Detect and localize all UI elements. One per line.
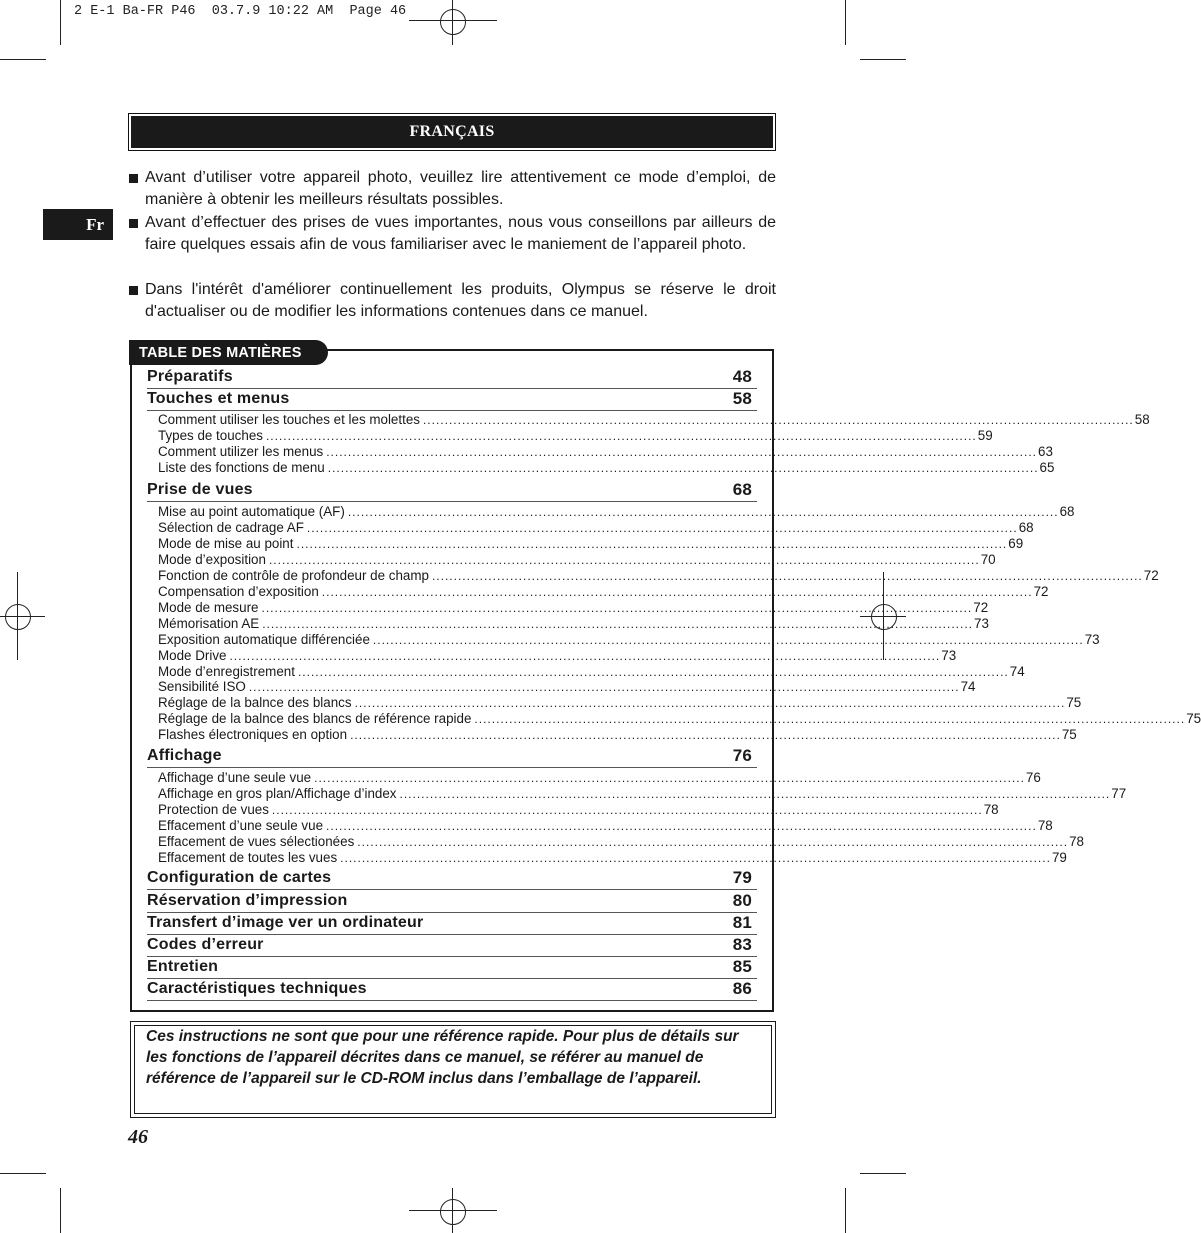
toc-subentry-title: Comment utiliser les touches et les molettes	[158, 412, 420, 427]
toc-section-page: 81	[732, 913, 752, 932]
crop-mark	[845, 1188, 846, 1233]
toc-dot-leader: ....................................................................................................................................................................	[372, 632, 1084, 647]
toc-section-title: Configuration de cartes	[147, 869, 332, 886]
toc-subentry-row	[158, 663, 1025, 680]
language-header-label: FRANÇAIS	[131, 116, 773, 148]
toc-subentry-page: 79	[1051, 849, 1067, 865]
toc-subentry-row	[158, 427, 993, 444]
toc-dot-leader: ....................................................................................................................................................................	[326, 444, 1037, 459]
toc-dot-leader: ....................................................................................................................................................................	[347, 505, 1059, 519]
toc-section-title: Prise de vues	[147, 481, 253, 498]
toc-subentry-title: Mode d’enregistrement	[158, 663, 295, 679]
toc-section-page: 58	[732, 389, 752, 408]
toc-dot-leader: ....................................................................................................................................................................	[340, 850, 1051, 865]
toc-subentry-page: 78	[1037, 817, 1053, 833]
toc-dot-leader: ....................................................................................................................................................................	[326, 818, 1037, 833]
toc-subentry-page: 65	[1039, 459, 1055, 475]
toc-dot-leader: ....................................................................................................................................................................	[357, 834, 1069, 849]
language-header	[128, 113, 776, 151]
toc-subentry-row	[158, 567, 1159, 584]
toc-subentry-page: 68	[1018, 519, 1034, 535]
crop-mark	[845, 0, 846, 45]
toc-section-title: Caractéristiques techniques	[147, 980, 367, 997]
crop-mark	[60, 0, 61, 45]
toc-subentry-page: 74	[1009, 663, 1025, 679]
toc-subentry-row	[158, 770, 1041, 786]
toc-subentry-title: Mémorisation AE	[158, 615, 260, 631]
toc-subentry-title: Flashes électroniques en option	[158, 727, 348, 743]
toc-dot-leader: ....................................................................................................................................................................	[422, 413, 1134, 427]
toc-section-row	[147, 913, 757, 935]
toc-subentry-row	[158, 615, 989, 632]
toc-title: TABLE DES MATIÈRES	[129, 340, 328, 365]
bullet-item	[128, 167, 776, 212]
language-tab: Fr	[43, 209, 113, 240]
toc-subentry-page: 70	[980, 551, 996, 567]
toc-subentry-title: Sensibilité ISO	[158, 679, 246, 695]
toc-section-row	[147, 935, 757, 957]
crop-mark	[60, 1188, 61, 1233]
toc-subentry-page: 73	[974, 615, 989, 631]
toc-section-row	[147, 891, 757, 913]
toc-subentry-page: 78	[983, 801, 999, 817]
toc-subentry-row	[158, 785, 1127, 802]
toc-subentry-page: 72	[973, 599, 989, 615]
toc-dot-leader: ....................................................................................................................................................................	[354, 696, 1066, 711]
toc-section-title: Codes d’erreur	[147, 936, 264, 953]
toc-subentry-title: Réglage de la balnce des blancs	[158, 695, 352, 711]
toc-subentry-row	[158, 599, 989, 616]
toc-subentry-title: Comment utilizer les menus	[158, 443, 324, 459]
toc-dot-leader: ....................................................................................................................................................................	[314, 771, 1025, 785]
toc-subentry-page: 72	[1033, 583, 1049, 599]
toc-subentry-title: Sélection de cadrage AF	[158, 519, 304, 535]
toc-subentry-page: 78	[1069, 833, 1084, 849]
toc-dot-leader: ....................................................................................................................................................................	[261, 600, 973, 615]
bullet-item	[128, 212, 776, 257]
toc-dot-leader: ....................................................................................................................................................................	[327, 460, 1039, 475]
toc-subentry-title: Affichage en gros plan/Affichage d’index	[158, 785, 397, 801]
toc-subentry-title: Compensation d’exposition	[158, 583, 319, 599]
toc-subentry-page: 69	[1008, 535, 1024, 551]
toc-section-row	[147, 957, 757, 979]
toc-section-row	[147, 868, 757, 890]
toc-subentry-row	[158, 817, 1053, 834]
toc-subentry-row	[158, 711, 1201, 727]
toc-subentry-page: 72	[1143, 567, 1159, 583]
toc-subentry-row	[158, 833, 1084, 850]
bullet-text: Dans l'intérêt d'améliorer continuellement les produits, Olympus se réserve le droit d'actualiser ou de modifier les informations contenues dans ce manuel.	[145, 281, 776, 321]
crop-mark	[0, 1173, 46, 1174]
toc-section-row	[147, 746, 757, 768]
toc-dot-leader: ....................................................................................................................................................................	[306, 520, 1018, 535]
crop-mark	[860, 1173, 906, 1174]
bullet-text: Avant d’utiliser votre appareil photo, veuillez lire attentivement ce mode d’emploi, de manière à obtenir les meilleurs résultats possibles.	[145, 169, 776, 209]
toc-subentry-title: Liste des fonctions de menu	[158, 459, 325, 475]
toc-subentry-title: Effacement de vues sélectionées	[158, 833, 355, 849]
toc-dot-leader: ....................................................................................................................................................................	[431, 568, 1143, 583]
toc-subentry-row	[158, 504, 1075, 520]
toc-section-title: Préparatifs	[147, 368, 233, 385]
toc-subentry-title: Effacement d’une seule vue	[158, 817, 324, 833]
toc-subentry-page: 59	[977, 427, 993, 443]
print-slug: 2 E-1 Ba-FR P46 03.7.9 10:22 AM Page 46	[74, 4, 407, 19]
toc-section-page: 83	[732, 935, 752, 954]
toc-subentry-row	[158, 647, 957, 664]
toc-section-row	[147, 389, 757, 411]
toc-subentry-page: 63	[1038, 443, 1053, 459]
toc-section-page: 80	[732, 891, 752, 910]
toc-subentry-page: 58	[1134, 412, 1150, 427]
toc-dot-leader: ....................................................................................................................................................................	[321, 584, 1033, 599]
toc-section-page: 68	[732, 480, 752, 499]
toc-section-page: 76	[732, 746, 752, 765]
toc-subentry-title: Protection de vues	[158, 801, 269, 817]
toc-dot-leader: ....................................................................................................................................................................	[399, 786, 1111, 801]
bullet-square-icon	[129, 219, 138, 228]
toc-section-row	[147, 480, 757, 502]
toc-section-page: 86	[732, 979, 752, 998]
bullet-item	[128, 279, 776, 324]
toc-subentry-row	[158, 459, 1055, 476]
bullet-text: Avant d’effectuer des prises de vues importantes, nous vous conseillons par ailleurs de faire quelques essais afin de vous familiariser avec le maniement de l’appareil photo.	[145, 214, 776, 254]
toc-subentry-title: Réglage de la balnce des blancs de référence rapide	[158, 711, 472, 727]
toc-subentry-title: Mode Drive	[158, 647, 227, 663]
toc-subentry-title: Fonction de contrôle de profondeur de champ	[158, 567, 429, 583]
toc-subentry-title: Types de touches	[158, 427, 263, 443]
toc-subentry-page: 77	[1111, 785, 1127, 801]
toc-subentry-page: 75	[1061, 727, 1077, 743]
toc-section-title: Touches et menus	[147, 390, 290, 407]
toc-dot-leader: ....................................................................................................................................................................	[271, 802, 983, 817]
page-number: 46	[128, 1126, 148, 1148]
toc-subentry-page: 76	[1025, 770, 1041, 785]
note-text: Ces instructions ne sont que pour une référence rapide. Pour plus de détails sur les fonctions de l’appareil décrites dans ce manuel, se référer au manuel de référence de l’appareil sur le CD-ROM inclus dans l’emballage de l’appareil.	[146, 1028, 739, 1087]
toc-subentry-row	[158, 801, 999, 818]
toc-subentry-row	[158, 727, 1077, 743]
toc-subentry-title: Mode de mise au point	[158, 535, 294, 551]
toc-subentry-title: Mise au point automatique (AF)	[158, 504, 345, 519]
toc-subentry-title: Affichage d’une seule vue	[158, 770, 312, 785]
toc-subentry-page: 75	[1066, 695, 1082, 711]
toc-dot-leader: ....................................................................................................................................................................	[262, 616, 973, 631]
toc-subentry-page: 73	[1084, 631, 1100, 647]
toc-section-page: 48	[732, 367, 752, 386]
toc-section-row	[147, 979, 757, 1001]
toc-subentry-row	[158, 849, 1067, 866]
toc-subentry-row	[158, 631, 1100, 648]
toc-dot-leader: ....................................................................................................................................................................	[297, 664, 1009, 679]
toc-subentry-row	[158, 695, 1082, 711]
toc-dot-leader: ....................................................................................................................................................................	[268, 552, 980, 567]
toc-dot-leader: ....................................................................................................................................................................	[296, 536, 1008, 551]
toc-subentry-page: 74	[960, 679, 976, 695]
toc-subentry-page: 73	[941, 647, 957, 663]
toc-subentry-row	[158, 679, 976, 695]
crop-mark	[860, 59, 906, 60]
toc-dot-leader: ....................................................................................................................................................................	[229, 648, 941, 663]
toc-subentry-title: Effacement de toutes les vues	[158, 849, 338, 865]
bullet-square-icon	[129, 174, 138, 183]
toc-subentry-title: Mode d’exposition	[158, 551, 266, 567]
toc-dot-leader: ....................................................................................................................................................................	[265, 428, 977, 443]
toc-section-title: Affichage	[147, 747, 222, 764]
bullet-square-icon	[129, 286, 138, 295]
toc-section-page: 85	[732, 957, 752, 976]
toc-section-row	[147, 367, 757, 389]
toc-subentry-row	[158, 551, 996, 568]
toc-section-title: Transfert d’image ver un ordinateur	[147, 914, 424, 931]
toc-subentry-row	[158, 535, 1024, 552]
toc-dot-leader: ....................................................................................................................................................................	[350, 728, 1061, 743]
toc-subentry-page: 68	[1059, 504, 1075, 519]
toc-dot-leader: ....................................................................................................................................................................	[248, 680, 960, 695]
crop-mark	[0, 59, 46, 60]
toc-subentry-title: Mode de mesure	[158, 599, 259, 615]
toc-subentry-page: 75	[1186, 711, 1201, 727]
toc-section-title: Réservation d’impression	[147, 892, 348, 909]
toc-subentry-row	[158, 443, 1053, 460]
toc-section-page: 79	[732, 868, 752, 887]
toc-subentry-row	[158, 412, 1150, 428]
toc-section-title: Entretien	[147, 958, 219, 975]
toc-subentry-title: Exposition automatique différenciée	[158, 631, 370, 647]
toc-dot-leader: ....................................................................................................................................................................	[474, 712, 1186, 727]
toc-subentry-row	[158, 583, 1049, 600]
toc-subentry-row	[158, 519, 1034, 536]
